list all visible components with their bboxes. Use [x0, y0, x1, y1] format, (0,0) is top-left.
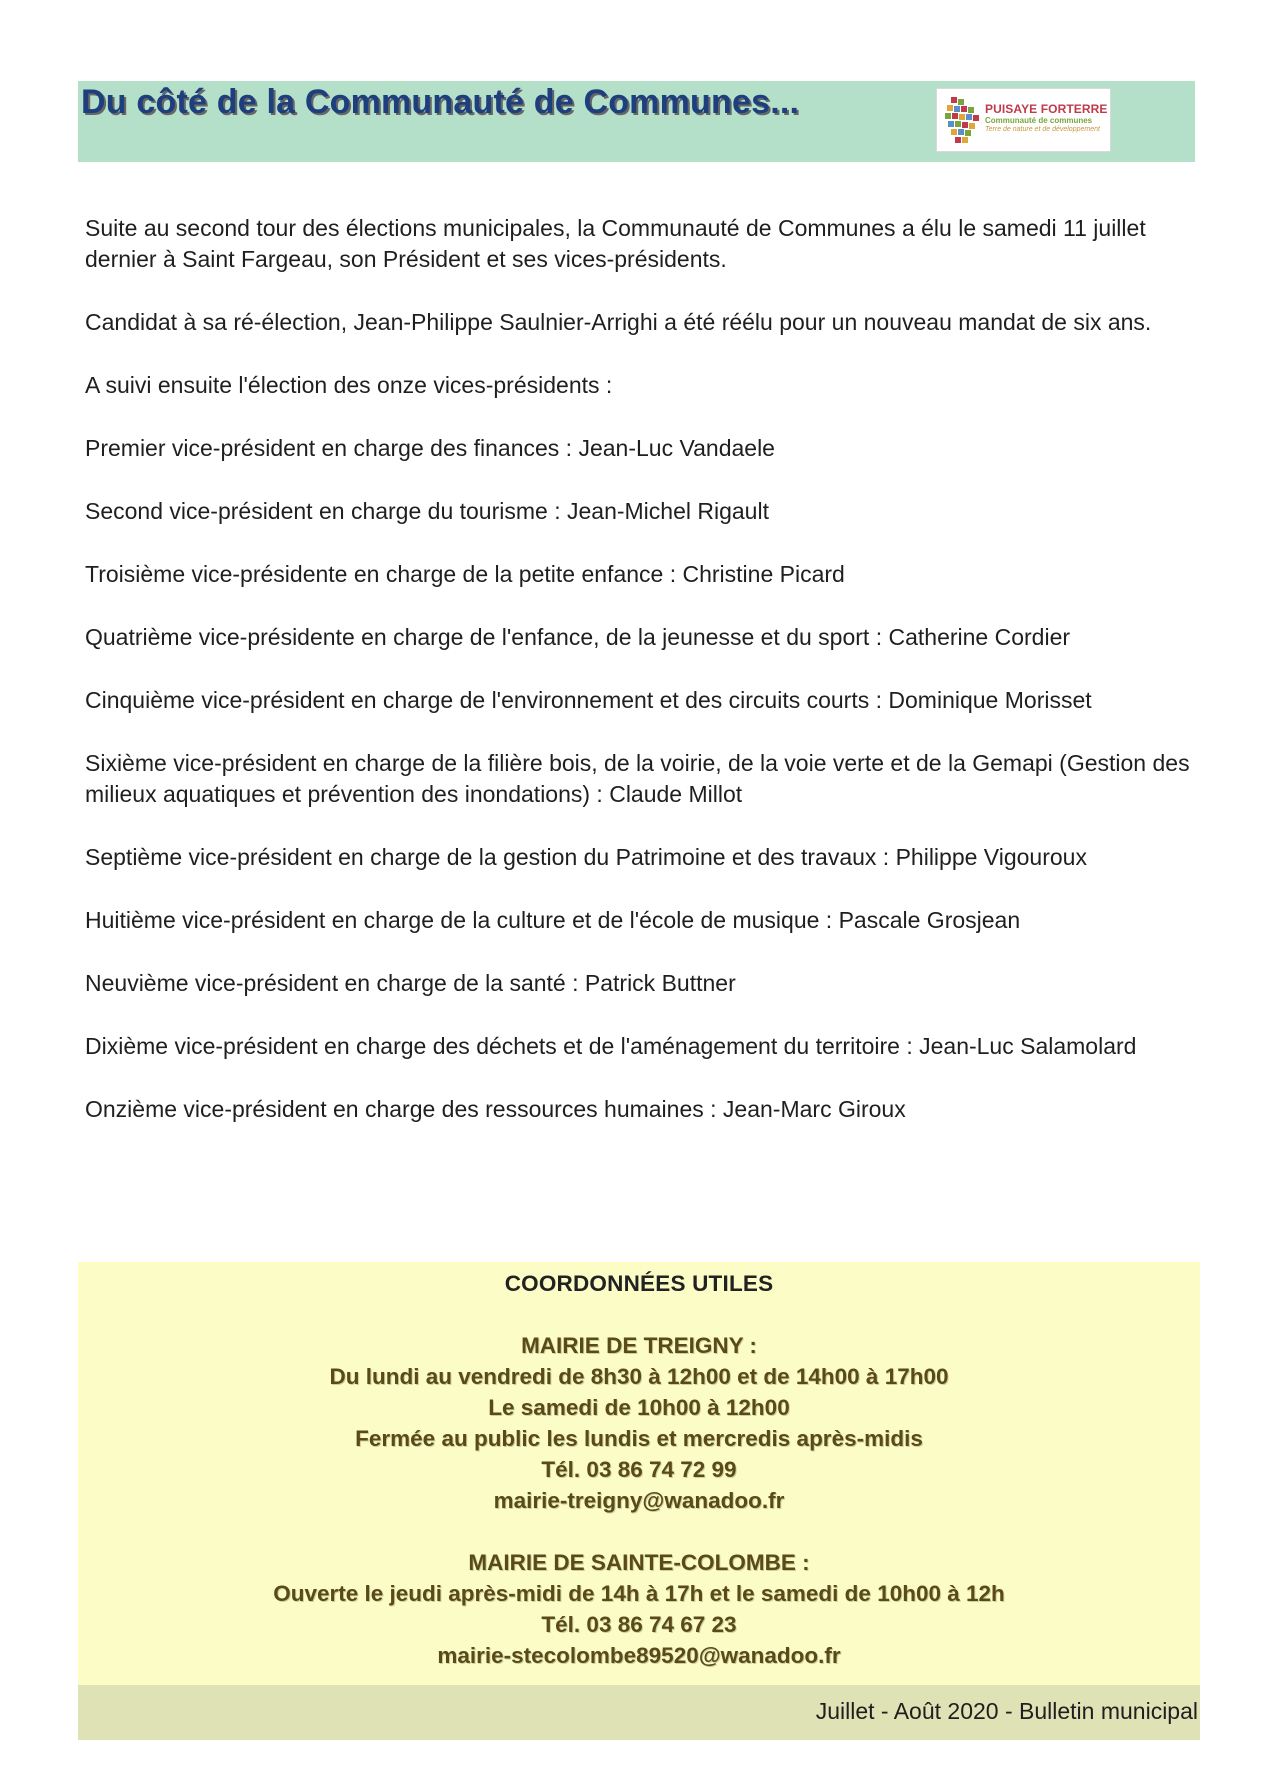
page-title: Du côté de la Communauté de Communes...	[81, 83, 800, 121]
sainte-colombe-phone: Tél. 03 86 74 67 23	[541, 1612, 737, 1637]
treigny-heading: MAIRIE DE TREIGNY :	[521, 1333, 757, 1358]
treigny-closed-note: Fermée au public les lundis et mercredis après-midis	[355, 1426, 923, 1451]
vice-president-3: Troisième vice-présidente en charge de la petite enfance : Christine Picard	[85, 561, 845, 587]
footer-text: Juillet - Août 2020 - Bulletin municipal	[815, 1698, 1198, 1724]
sainte-colombe-hours: Ouverte le jeudi après-midi de 14h à 17h et le samedi de 10h00 à 12h	[273, 1581, 1005, 1606]
vice-president-8: Huitième vice-président en charge de la culture et de l'école de musique : Pascale Grosjean	[85, 907, 1021, 933]
vice-president-1: Premier vice-président en charge des finances : Jean-Luc Vandaele	[85, 435, 775, 461]
logo-mosaic-icon	[945, 97, 979, 145]
logo-subtitle: Communauté de communes	[985, 116, 1093, 125]
contacts-title: COORDONNÉES UTILES	[504, 1271, 774, 1296]
vice-president-6: Sixième vice-président en charge de la filière bois, de la voirie, de la voie verte et de la Gemapi (Gestion des milieux aquatiques et prévention des inondations) : Claude Millot	[85, 750, 1190, 807]
footer-band	[78, 1685, 1200, 1740]
sainte-colombe-heading: MAIRIE DE SAINTE-COLOMBE :	[468, 1550, 810, 1575]
sainte-colombe-email: mairie-stecolombe89520@wanadoo.fr	[437, 1643, 841, 1668]
vice-presidents-intro: A suivi ensuite l'élection des onze vices-présidents :	[85, 372, 613, 398]
vice-president-4: Quatrième vice-présidente en charge de l'enfance, de la jeunesse et du sport : Catherine Cordier	[85, 624, 1071, 650]
vice-president-9: Neuvième vice-président en charge de la santé : Patrick Buttner	[85, 970, 736, 996]
vice-president-10: Dixième vice-président en charge des déchets et de l'aménagement du territoire : Jean-Luc Salamolard	[85, 1033, 1137, 1059]
treigny-hours-week: Du lundi au vendredi de 8h30 à 12h00 et de 14h00 à 17h00	[329, 1364, 949, 1389]
treigny-email: mairie-treigny@wanadoo.fr	[493, 1488, 785, 1513]
puisaye-forterre-logo	[936, 88, 1111, 152]
intro-paragraph: Suite au second tour des élections municipales, la Communauté de Communes a élu le samedi 11 juillet dernier à Saint Fargeau, son Président et ses vices-présidents.	[85, 215, 1146, 272]
treigny-phone: Tél. 03 86 74 72 99	[541, 1457, 737, 1482]
article-body	[85, 213, 1195, 1157]
useful-contacts-box	[78, 1262, 1200, 1685]
vice-president-5: Cinquième vice-président en charge de l'environnement et des circuits courts : Dominique Morisset	[85, 687, 1092, 713]
header-band	[78, 81, 1195, 162]
logo-name: PUISAYE FORTERRE	[985, 102, 1108, 116]
vice-president-2: Second vice-président en charge du tourisme : Jean-Michel Rigault	[85, 498, 769, 524]
treigny-hours-saturday: Le samedi de 10h00 à 12h00	[488, 1395, 790, 1420]
president-paragraph: Candidat à sa ré-élection, Jean-Philippe Saulnier-Arrighi a été réélu pour un nouveau mandat de six ans.	[85, 309, 1152, 335]
vice-president-11: Onzième vice-président en charge des ressources humaines : Jean-Marc Giroux	[85, 1096, 906, 1122]
logo-tagline: Terre de nature et de développement	[985, 126, 1100, 133]
vice-president-7: Septième vice-président en charge de la gestion du Patrimoine et des travaux : Philippe Vigouroux	[85, 844, 1087, 870]
